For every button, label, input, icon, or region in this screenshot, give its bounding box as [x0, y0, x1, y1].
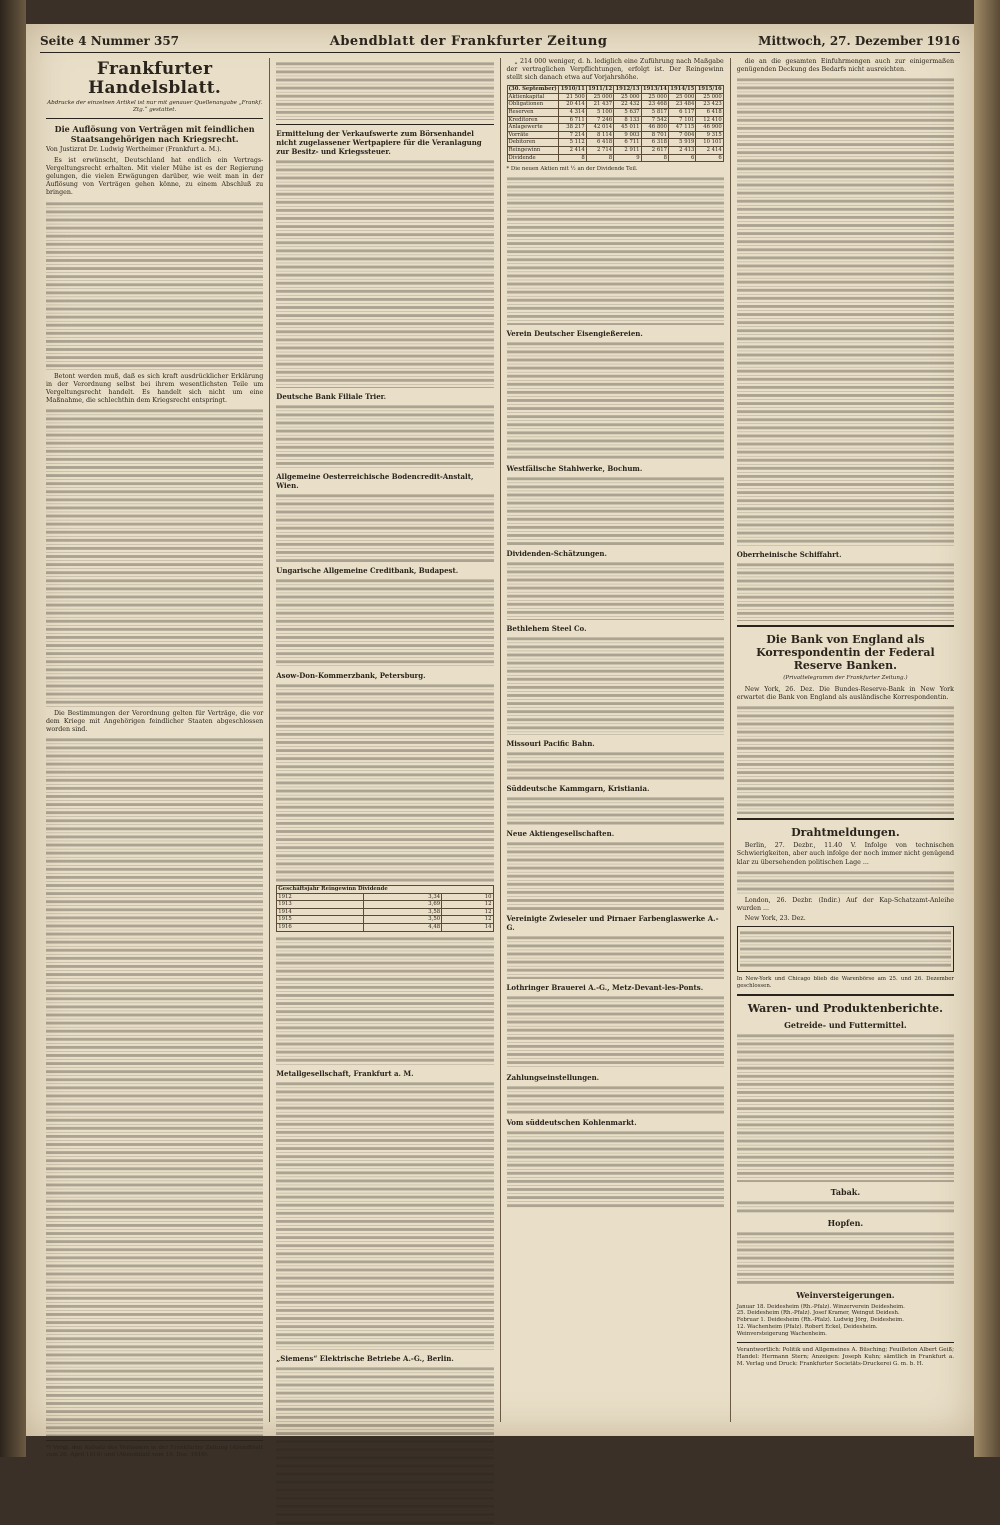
table-cell: 1912: [277, 893, 364, 901]
divider: [46, 1440, 263, 1441]
table-cell: 38 217: [559, 124, 586, 132]
table-cell: Anlagewerte: [507, 124, 559, 132]
table-row: [507, 131, 723, 139]
headline: Waren- und Produktenberichte.: [747, 1001, 944, 1015]
table-cell: 25 000: [696, 93, 723, 101]
article-title: Bethlehem Steel Co.: [506, 624, 587, 634]
page-edge-right: [974, 0, 1000, 1457]
table-row: [507, 109, 723, 117]
table-row: [277, 908, 493, 916]
table-header-cell: (30. September): [507, 86, 559, 94]
paragraph: die an die gesamten Einfuhrmengen auch zur einigermaßen genügenden Deckung des Bedarfs nicht ausreichten.: [736, 58, 954, 74]
body-text: [507, 795, 724, 825]
table-cell: 5 112: [559, 139, 586, 147]
table-row: [277, 893, 493, 901]
body-text: [507, 1084, 724, 1114]
paragraph: Es ist erwünscht, Deutschland hat endlich ein Vertrags-Vergeltungsrecht erhalten. Mit vieler Mühe ist es der Regierung gelungen, die vielen Erwägungen darüber, wie weit man in der Auflösung von Verträgen gehen könne, zu einem Abschluß zu bringen.: [46, 157, 264, 197]
article-title: Süddeutsche Kammgarn, Kristiania.: [506, 784, 650, 794]
table-cell: 25 000: [668, 93, 695, 101]
table-cell: 8 701: [641, 131, 668, 139]
body-text: [276, 935, 493, 1065]
market-note: In New-York und Chicago blieb die Warenbörse am 25. und 26. Dezember geschlossen.: [736, 975, 954, 989]
article-title: „Siemens“ Elektrische Betriebe A.-G., Berlin.: [276, 1353, 454, 1363]
paragraph: „ 214 000 weniger, d. h. lediglich eine Zuführung nach Maßgabe der vertraglichen Verpflichtungen, erfolgt ist. Der Reingewinn stellt sich danach etwa auf Vorjahrshöhe.: [506, 58, 724, 82]
body-text: [276, 403, 493, 468]
table-cell: 47 115: [668, 124, 695, 132]
table-cell: 2 414: [559, 147, 586, 155]
body-text: [276, 1365, 493, 1525]
table-cell: 45 011: [614, 124, 641, 132]
body-text: [507, 1129, 724, 1209]
subheadline: Tabak.: [830, 1186, 861, 1197]
table-cell: 7 542: [641, 116, 668, 124]
body-text: [507, 750, 724, 780]
table-cell: 7 214: [559, 131, 586, 139]
divider: [46, 118, 263, 119]
body-text: [507, 635, 724, 735]
body-text: [737, 1199, 954, 1213]
table-cell: 2 911: [614, 147, 641, 155]
footnote: *) Vergl. den Aufsatz des Verfassers in der Frankfurter Zeitung (Abendblatt vom 26. April 1916) und (Abendblatt vom 19. Dez. 1916).: [46, 1445, 264, 1459]
body-text: [737, 869, 954, 894]
table-header-cell: 1913/14: [642, 86, 667, 93]
table-cell: 46 800: [641, 124, 668, 132]
table-cell: 22 432: [614, 101, 641, 109]
body-text: [507, 840, 724, 910]
table-row: [277, 923, 493, 931]
article-title: Vereinigte Zwieseler und Pirnaer Farbenglaswerke A.-G.: [506, 914, 719, 933]
table-cell: 12: [442, 916, 493, 924]
body-text: [276, 492, 493, 562]
paragraph: London, 26. Dezbr. (Indir.) Auf der Kap-Schatzamt-Anleihe wurden ...: [736, 896, 954, 912]
table-cell: 5 817: [641, 109, 668, 117]
table-note: * Die neuen Aktien mit ½ an der Dividende Teil.: [506, 166, 638, 173]
table-cell: 46 900: [696, 124, 723, 132]
table-cell: Debitoren: [507, 139, 559, 147]
table-cell: 3,58: [364, 908, 442, 916]
table-cell: 21 500: [559, 93, 586, 101]
table-row: [277, 901, 493, 909]
table-cell: 9: [614, 154, 641, 162]
table-cell: 8 114: [586, 131, 613, 139]
table-cell: 23 484: [668, 101, 695, 109]
table-row: [507, 93, 723, 101]
table-header-cell: 1911/12: [588, 86, 613, 93]
newspaper-page: [26, 24, 974, 1459]
table-row: [507, 124, 723, 132]
article-title: Vom süddeutschen Kohlenmarkt.: [506, 1118, 637, 1128]
body-text: [507, 340, 724, 460]
divider: [737, 994, 954, 996]
article-title: Zahlungseinstellungen.: [506, 1073, 600, 1083]
body-text: [507, 175, 724, 325]
table-cell: 2 617: [641, 147, 668, 155]
table-row: [507, 139, 723, 147]
imprint: Verantwortlich: Politik und Allgemeines A. Büsching; Feuilleton Albert Geiß; Handel: Hermann Stern; Anzeigen: Joseph Kuhn; sämtlich in Frankfurt a. M. Verlag und Druck: Frankfurter Societäts-Druckerei G. m. b. H.: [736, 1346, 954, 1367]
table-cell: 8: [559, 154, 586, 162]
article-title: Deutsche Bank Filiale Trier.: [276, 392, 387, 401]
table-cell: 1914: [277, 908, 364, 916]
balance-table: [507, 85, 724, 162]
header-page-number: Seite 4 Nummer 357: [40, 34, 180, 48]
article-title: Westfälische Stahlwerke, Bochum.: [506, 464, 643, 474]
body-text: [276, 682, 493, 882]
table-cell: 6 711: [559, 116, 586, 124]
table-cell: 2 714: [586, 147, 613, 155]
table-cell: 7 004: [668, 131, 695, 139]
market-table: [740, 929, 951, 969]
column-4: [731, 58, 960, 1422]
section-subtitle: Abdrucke der einzelnen Artikel ist nur mit genauer Quellenangabe „Frankf. Ztg.“ gestattet.: [47, 100, 263, 113]
divider: [737, 1342, 954, 1343]
paragraph: Betont werden muß, daß es sich kraft ausdrücklicher Erklärung in der Verordnung selbst bei ihrem wesentlichsten Teile um Vergeltungsrecht handelt. Es handelt sich nicht um eine Maßnahme, die schlechthin dem Kriegsrecht entspringt.: [46, 372, 264, 404]
divider: [737, 625, 954, 627]
table-cell: 12: [442, 908, 493, 916]
article-title: Lothringer Brauerei A.-G., Metz-Devant-les-Ponts.: [506, 983, 704, 993]
body-text: [46, 736, 263, 1436]
table-cell: 6 318: [641, 139, 668, 147]
table-cell: Vorräte: [507, 131, 559, 139]
body-text: [276, 1080, 493, 1350]
divider: [276, 124, 493, 125]
article-byline: Von Justizrat Dr. Ludwig Wertheimer (Frankfurt a. M.).: [46, 146, 222, 153]
body-text: [737, 704, 954, 814]
table-cell: 6 418: [696, 109, 723, 117]
article-title: Dividenden-Schätzungen.: [506, 549, 607, 559]
table-header-cell: 1912/13: [615, 86, 640, 93]
section-title: Frankfurter Handelsblatt.: [88, 59, 222, 98]
header-date: Mittwoch, 27. Dezember 1916: [758, 34, 960, 48]
table-cell: 3,69: [364, 901, 442, 909]
table-cell: 4 314: [559, 109, 586, 117]
subheadline: Hopfen.: [827, 1217, 864, 1228]
body-text: [737, 76, 954, 546]
table-cell: 6 117: [668, 109, 695, 117]
table-cell: 7 101: [668, 116, 695, 124]
list-item: 25. Deidesheim (Rh.-Pfalz). Josef Kramer, Weingut Deidesh.: [736, 1310, 900, 1317]
table-cell: 14: [442, 923, 493, 931]
table-cell: 20 414: [559, 101, 586, 109]
table-cell: 1916: [277, 923, 364, 931]
paragraph: Die Bestimmungen der Verordnung gelten für Verträge, die vor dem Kriege mit Angehörigen feindlicher Staaten abgeschlossen worden sind.: [46, 709, 264, 734]
body-text: [276, 60, 493, 120]
table-cell: 23 423: [696, 101, 723, 109]
column-2: [270, 58, 500, 1422]
table-cell: 3,34: [364, 893, 442, 901]
table-cell: 6: [696, 154, 723, 162]
table-cell: Reserven: [507, 109, 559, 117]
table-cell: 9 003: [614, 131, 641, 139]
body-text: [276, 577, 493, 667]
header-masthead: Abendblatt der Frankfurter Zeitung: [329, 33, 608, 49]
article-title: Missouri Pacific Bahn.: [506, 739, 595, 749]
list-item: Februar 1. Deidesheim (Rh.-Pfalz). Ludwig Jörg, Deidesheim.: [736, 1317, 904, 1324]
table-cell: 7 246: [586, 116, 613, 124]
table-row: [507, 147, 723, 155]
body-text: [507, 560, 724, 620]
binding-shadow-left: [0, 0, 26, 1457]
wine-auction-list: [737, 1304, 954, 1338]
body-text: [276, 158, 493, 388]
table-cell: 5 100: [586, 109, 613, 117]
table-cell: 6 418: [586, 139, 613, 147]
article-title: Ermittelung der Verkaufswerte zum Börsenhandel nicht zugelassener Wertpapiere für die Veranlagung zur Besitz- und Kriegssteuer.: [276, 129, 482, 156]
article-title: Metallgesellschaft, Frankfurt a. M.: [276, 1068, 414, 1078]
article-title: Die Auflösung von Verträgen mit feindlichen Staatsangehörigen nach Kriegsrecht.: [54, 124, 255, 144]
body-text: [507, 475, 724, 545]
body-text: [737, 1032, 954, 1182]
list-item: Januar 18. Deidesheim (Rh.-Pfalz). Winzerverein Deidesheim.: [736, 1303, 905, 1310]
table-cell: 6 711: [614, 139, 641, 147]
table-cell: 3,50: [364, 916, 442, 924]
list-item: 12. Wachenheim (Pfalz). Robert Eckel, Deidesheim.: [736, 1323, 878, 1330]
paragraph: New York, 23. Dez.: [744, 914, 806, 922]
list-item: Weinversteigerung Wachenheim.: [736, 1330, 827, 1337]
body-text: [46, 407, 263, 707]
body-text: [737, 1230, 954, 1285]
divider: [737, 818, 954, 820]
table-row: [277, 916, 493, 924]
table-cell: Obligationen: [507, 101, 559, 109]
table-cell: 1913: [277, 901, 364, 909]
article-title: Verein Deutscher Eisengießereien.: [506, 329, 643, 339]
table-cell: 8 133: [614, 116, 641, 124]
article-title: Oberrheinische Schiffahrt.: [736, 550, 842, 560]
table-cell: 2 413: [668, 147, 695, 155]
market-table-box: [737, 926, 954, 972]
body-text: [737, 561, 954, 621]
subheadline: Weinversteigerungen.: [796, 1289, 895, 1300]
page-header: [40, 30, 960, 53]
table-cell: 10: [442, 893, 493, 901]
table-cell: 1915: [277, 916, 364, 924]
body-text: [46, 200, 263, 370]
table-header-cell: 1915/16: [697, 86, 722, 93]
table-cell: Aktienkapital: [507, 93, 559, 101]
table-cell: 21 437: [586, 101, 613, 109]
table-row: [507, 116, 723, 124]
table-cell: 25 000: [586, 93, 613, 101]
headline-sub: (Privattelegramm der Frankfurter Zeitung.): [783, 675, 908, 682]
table-row: [507, 154, 723, 162]
table-cell: Dividende: [507, 154, 559, 162]
table-cell: 5 919: [668, 139, 695, 147]
paragraph: New York, 26. Dez. Die Bundes-Reserve-Bank in New York erwartet die Bank von England als ausländische Korrespondentin.: [736, 686, 954, 702]
headline: Drahtmeldungen.: [791, 826, 900, 840]
table-header-cell: 1910/11: [560, 86, 585, 93]
table-header-cell: 1914/15: [670, 86, 695, 93]
table-cell: Reingewinn: [507, 147, 559, 155]
table-cell: 2 414: [696, 147, 723, 155]
table-cell: 8: [641, 154, 668, 162]
headline: Die Bank von England als Korrespondentin der Federal Reserve Banken.: [756, 633, 935, 673]
body-text: [507, 994, 724, 1069]
columns: [40, 58, 960, 1459]
column-1: [40, 58, 270, 1459]
table-cell: 5 637: [614, 109, 641, 117]
table-cell: 12 410: [696, 116, 723, 124]
table-cell: 25 000: [641, 93, 668, 101]
subheadline: Getreide- und Futtermittel.: [784, 1019, 907, 1030]
dividend-table: [276, 885, 493, 932]
table-cell: 6: [668, 154, 695, 162]
table-cell: 8: [586, 154, 613, 162]
table-cell: 9 315: [696, 131, 723, 139]
article-title: Allgemeine Oesterreichische Bodencredit-Anstalt, Wien.: [276, 472, 474, 490]
table-cell: 25 000: [614, 93, 641, 101]
article-title: Asow-Don-Kommerzbank, Petersburg.: [276, 671, 426, 680]
column-3: [501, 58, 731, 1422]
table-cell: 10 101: [696, 139, 723, 147]
table-cell: Kreditoren: [507, 116, 559, 124]
table-row: [507, 101, 723, 109]
paragraph: Berlin, 27. Dezbr., 11.40 V. Infolge von technischen Schwierigkeiten, aber auch infolge der noch immer nicht genügend klar zu übersehenden politischen Lage ...: [736, 842, 954, 866]
table-cell: 23 468: [641, 101, 668, 109]
table-cell: 4,48: [364, 923, 442, 931]
article-title: Neue Aktiengesellschaften.: [506, 829, 615, 839]
table-title: Geschäftsjahr Reingewinn Dividende: [277, 886, 493, 894]
table-cell: 42 014: [586, 124, 613, 132]
table-cell: 12: [442, 901, 493, 909]
article-title: Ungarische Allgemeine Creditbank, Budapest.: [276, 566, 459, 575]
body-text: [507, 934, 724, 979]
